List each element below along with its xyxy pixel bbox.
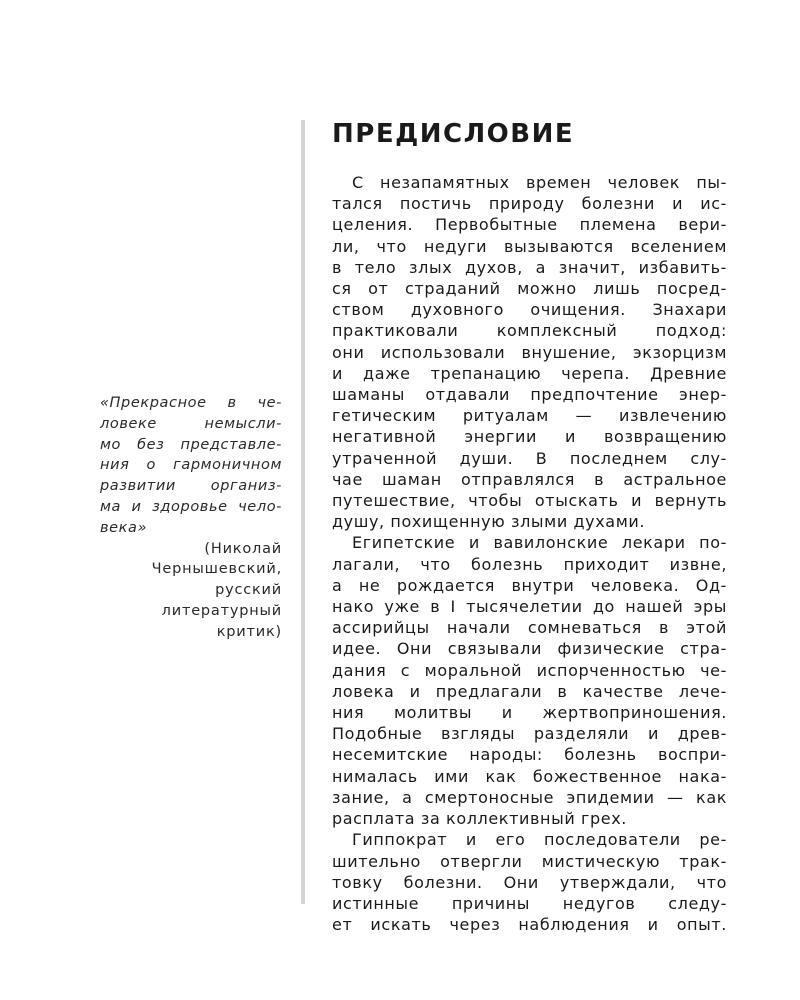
text-line: товку болезни. Они утверждали, что xyxy=(332,872,727,892)
text-line: негативной энергии и возвращению xyxy=(332,427,727,447)
text-line: шительно отвергли мистическую трак- xyxy=(332,851,727,871)
vertical-divider xyxy=(301,120,305,904)
main-text-column xyxy=(332,116,727,935)
text-line: практиковали комплексный подход: xyxy=(332,321,727,341)
text-line: идее. Они связывали физические стра- xyxy=(332,639,727,659)
text-line: душу, похищенную злыми духами. xyxy=(332,512,646,532)
text-line: ли, что недуги вызываются вселением xyxy=(332,236,727,256)
paragraph-1 xyxy=(332,172,727,532)
attribution-line: (Николай xyxy=(204,540,282,557)
epigraph-line: «Прекрасное в че- xyxy=(100,395,282,411)
text-line: ством духовного очищения. Знахари xyxy=(332,300,727,320)
page-title: ПРЕДИСЛОВИЕ xyxy=(332,119,575,149)
text-line: Гиппократ и его последователи ре- xyxy=(352,830,727,850)
attribution-line: литературный xyxy=(161,602,282,619)
text-line: утраченной души. В последнем слу- xyxy=(332,448,727,468)
text-line: гетическим ритуалам — извлечению xyxy=(332,406,727,426)
text-line: тался постичь природу болезни и ис- xyxy=(332,194,727,214)
epigraph-line: развитии организ- xyxy=(100,478,282,495)
text-line: дания с моральной испорченностью че- xyxy=(332,660,727,680)
text-line: они использовали внушение, экзорцизм xyxy=(332,342,727,362)
text-line: в тело злых духов, а значит, избавить- xyxy=(332,257,727,277)
text-line: зание, а смертоносные эпидемии — как xyxy=(332,787,727,807)
text-line: ловека и предлагали в качестве лече- xyxy=(332,681,727,701)
epigraph-quote xyxy=(100,393,282,539)
text-line: а не рождается внутри человека. Од- xyxy=(332,575,727,595)
paragraph-3 xyxy=(332,829,727,935)
paragraph-2 xyxy=(332,532,727,829)
epigraph-sidebar xyxy=(100,393,282,643)
text-line: нималась ими как божественное нака- xyxy=(332,766,727,786)
epigraph-line: ловеке немысли- xyxy=(100,415,282,432)
epigraph-line: ния о гармоничном xyxy=(100,457,282,474)
epigraph-attribution xyxy=(100,539,282,643)
attribution-line: Чернышевский, xyxy=(151,561,282,578)
text-line: расплата за коллективный грех. xyxy=(332,809,627,829)
text-line: чае шаман отправлялся в астральное xyxy=(332,469,727,489)
text-line: целения. Первобытные племена вери- xyxy=(332,215,727,235)
epigraph-line: ма и здоровье чело- xyxy=(100,498,282,515)
attribution-line: русский xyxy=(215,582,282,599)
text-line: ся от страданий можно лишь посред- xyxy=(332,279,727,299)
text-line: лагали, что болезнь приходит извне, xyxy=(332,554,727,574)
text-line: путешествие, чтобы отыскать и вернуть xyxy=(332,491,727,511)
text-line: Подобные взгляды разделяли и древ- xyxy=(332,724,727,744)
epigraph-line: мо без представле- xyxy=(100,436,282,453)
text-line: ния молитвы и жертвоприношения. xyxy=(332,703,727,723)
text-line: ассирийцы начали сомневаться в этой xyxy=(332,618,727,638)
text-line: Египетские и вавилонские лекари по- xyxy=(352,533,727,553)
text-line: ет искать через наблюдения и опыт. xyxy=(332,915,727,935)
text-line: истинные причины недугов следу- xyxy=(332,893,727,913)
text-line: нако уже в I тысячелетии до нашей эры xyxy=(332,597,727,617)
attribution-line: критик) xyxy=(216,623,282,640)
epigraph-line: века» xyxy=(100,519,148,536)
text-line: и даже трепанацию черепа. Древние xyxy=(332,363,727,383)
text-line: С незапамятных времен человек пы- xyxy=(352,173,727,192)
text-line: шаманы отдавали предпочтение энер- xyxy=(332,385,727,405)
text-line: несемитские народы: болезнь воспри- xyxy=(332,745,727,765)
